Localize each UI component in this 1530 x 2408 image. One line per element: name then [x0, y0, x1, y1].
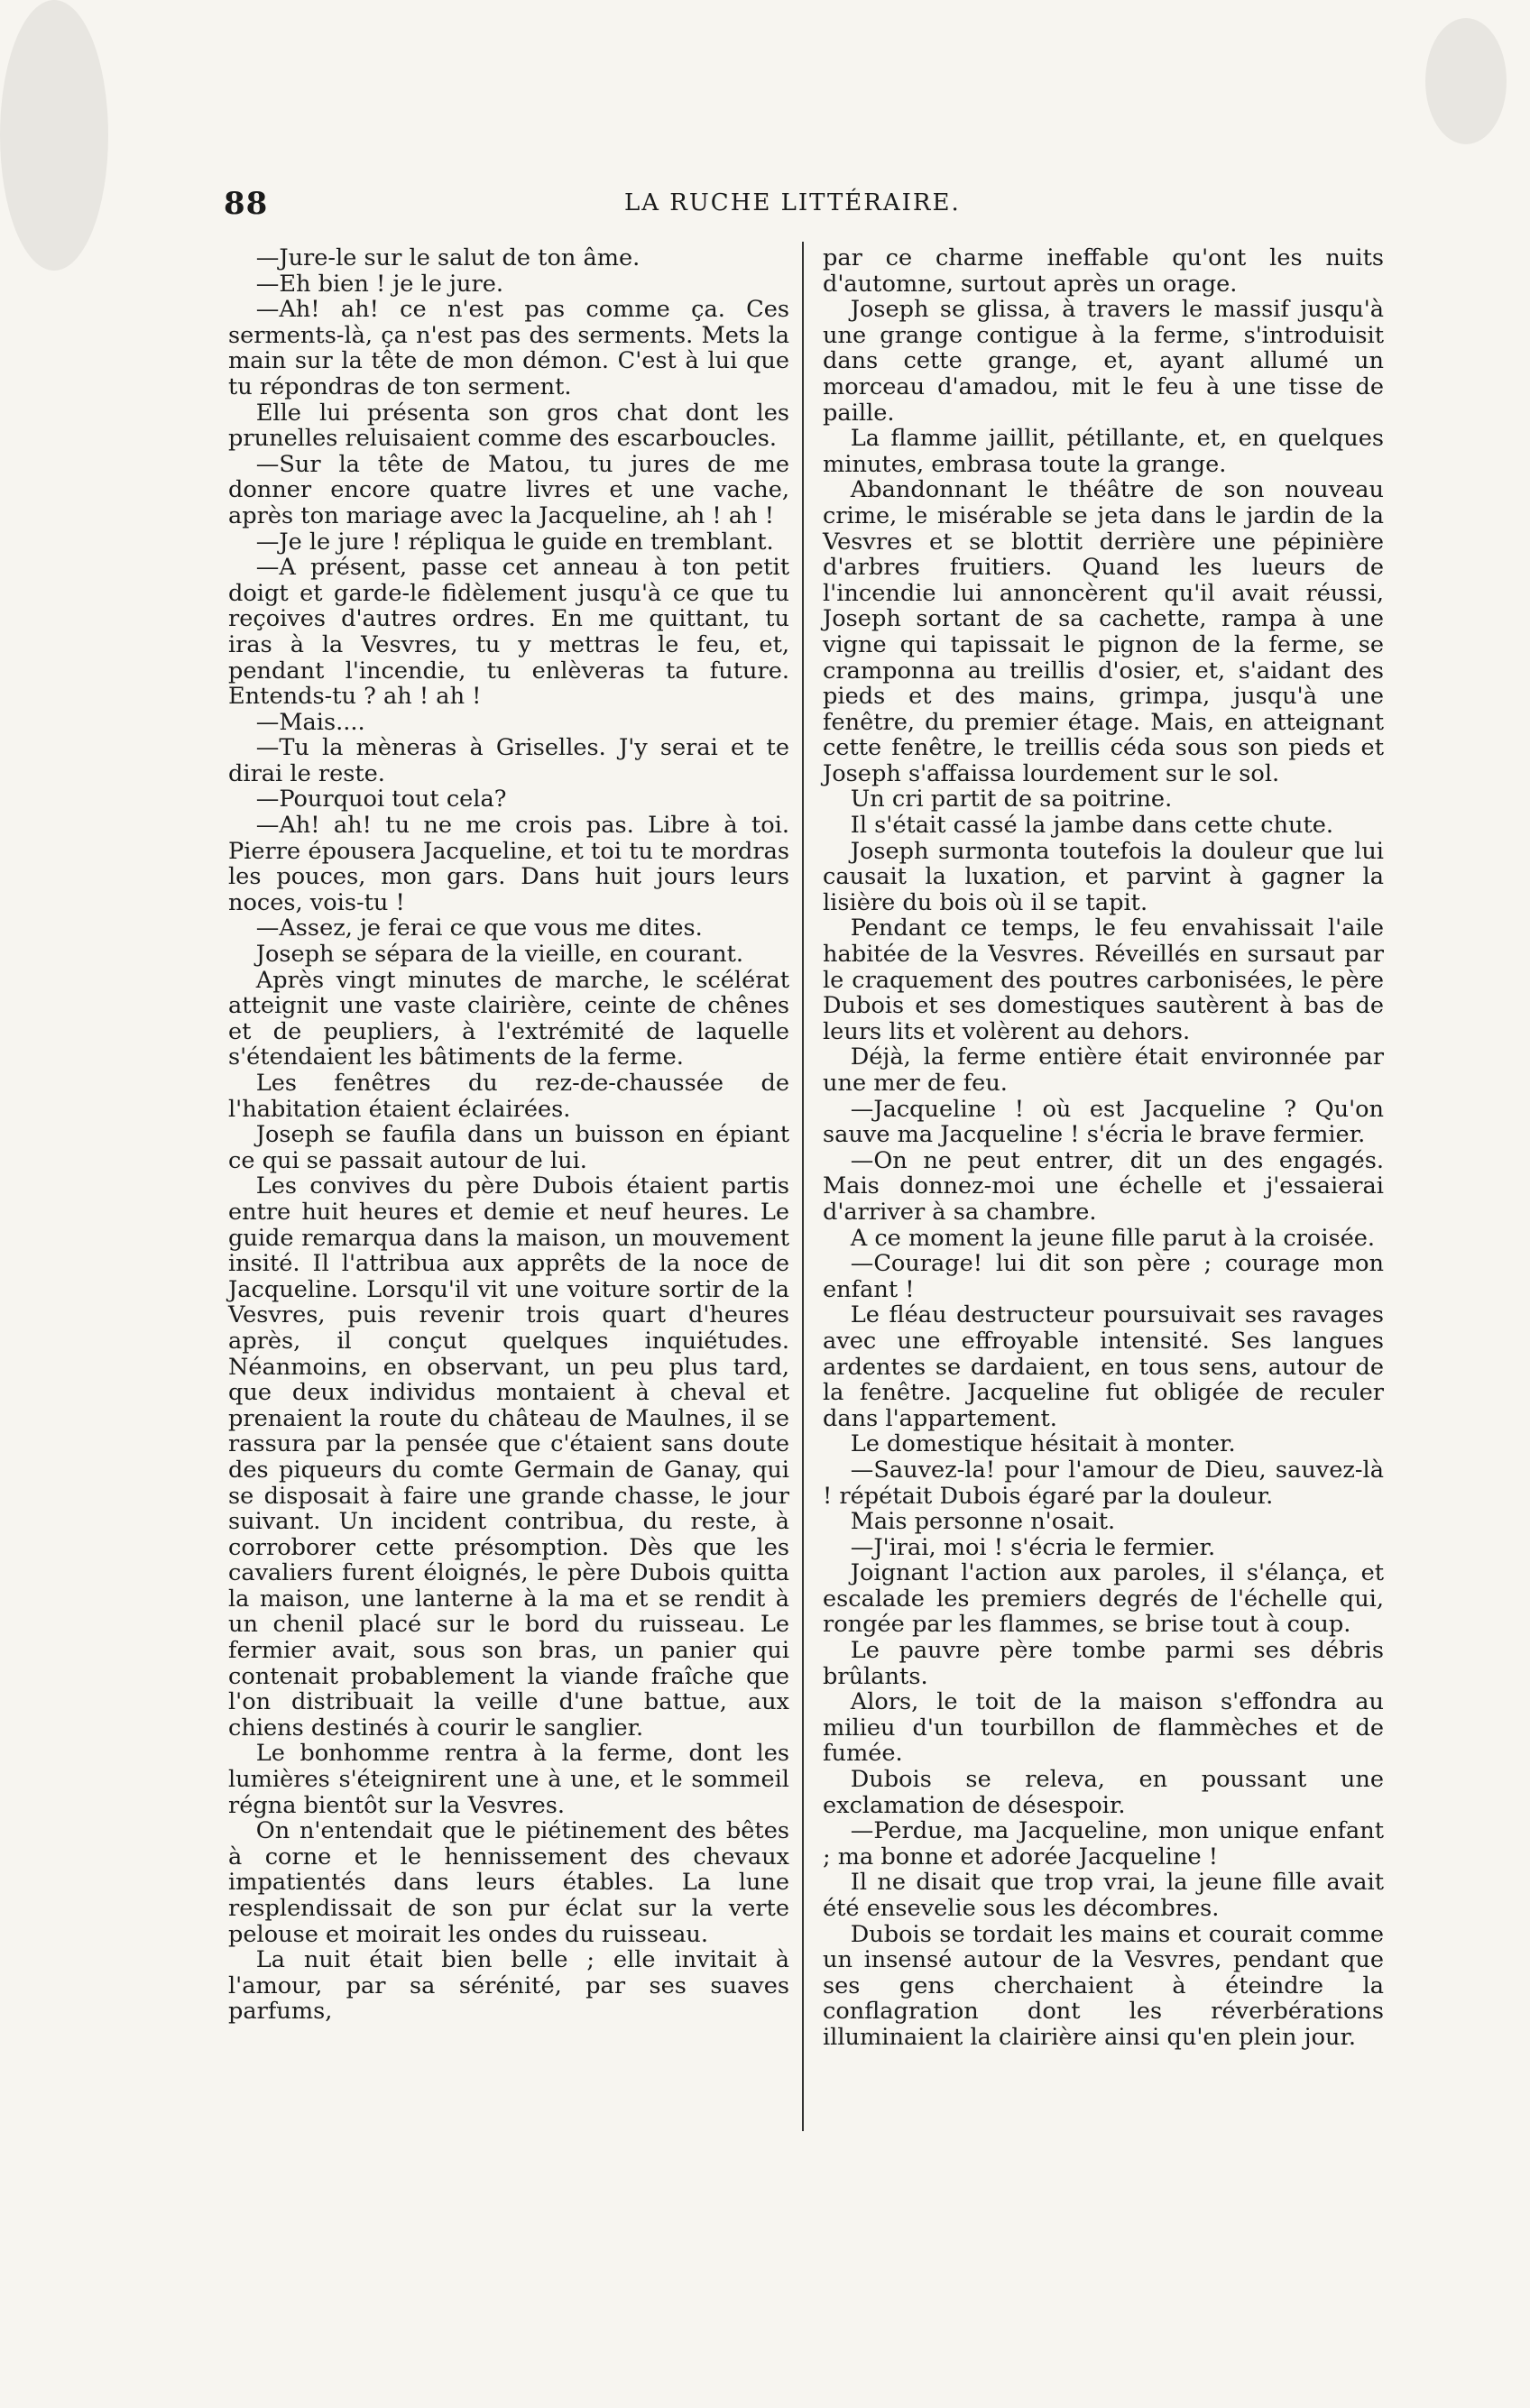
- paragraph: par ce charme ineffable qu'ont les nuits d'automne, surtout après un orage.: [823, 244, 1384, 298]
- paragraph: Elle lui présenta son gros chat dont les prunelles reluisaient comme des escarboucles.: [228, 399, 789, 453]
- paragraph: La nuit était bien belle ; elle invitait à l'amour, par sa sérénité, par ses suaves parfums,: [228, 1946, 789, 2026]
- paragraph: Joseph se faufila dans un buisson en épiant ce qui se passait autour de lui.: [228, 1121, 789, 1174]
- text-column-left: [228, 245, 789, 2025]
- paragraph: —Ah! ah! ce n'est pas comme ça. Ces serments-là, ça n'est pas des serments. Mets la main sur la tête de mon démon. C'est à lui que tu répondras de ton serment.: [228, 296, 789, 400]
- paragraph: —Assez, je ferai ce que vous me dites.: [255, 914, 703, 942]
- paragraph: Il s'était cassé la jambe dans cette chute.: [850, 812, 1334, 840]
- paragraph: —On ne peut entrer, dit un des engagés. Mais donnez-moi une échelle et j'essaierai d'arriver à sa chambre.: [823, 1146, 1384, 1226]
- paragraph: Les fenêtres du rez-de-chaussée de l'habitation étaient éclairées.: [228, 1070, 789, 1123]
- paragraph: Le bonhomme rentra à la ferme, dont les lumières s'éteignirent une à une, et le sommeil régna bientôt sur la Vesvres.: [228, 1740, 789, 1819]
- paragraph: Après vingt minutes de marche, le scélérat atteignit une vaste clairière, ceinte de chênes et de peupliers, à l'extrémité de laquelle s'étendaient les bâtiments de la ferme.: [228, 966, 789, 1071]
- paper-stain: [0, 0, 108, 271]
- paragraph: —J'irai, moi ! s'écria le fermier.: [850, 1533, 1216, 1561]
- paragraph: —Perdue, ma Jacqueline, mon unique enfant ; ma bonne et adorée Jacqueline !: [823, 1817, 1384, 1870]
- paragraph: Joignant l'action aux paroles, il s'élança, et escalade les premiers degrés de l'échelle qui, rongée par les flammes, se brise tout à coup.: [823, 1559, 1384, 1639]
- paragraph: Pendant ce temps, le feu envahissait l'aile habitée de la Vesvres. Réveillés en sursaut par le craquement des poutres carbonisées, le père Dubois et ses domestiques sautèrent à bas de leurs lits et volèrent au dehors.: [823, 914, 1384, 1045]
- paragraph: Les convives du père Dubois étaient partis entre huit heures et demie et neuf heures. Le guide remarqua dans la maison, un mouvement insité. Il l'attribua aux apprêts de la noce de Jacqueline. Lorsqu'il vit une voiture sortir de la Vesvres, puis revenir trois quart d'heures après, il conçut quelques inquiétudes. Néanmoins, en observant, un peu plus tard, que deux individus montaient à cheval et prenaient la route du château de Maulnes, il se rassura par la pensée que c'étaient sans doute des piqueurs du comte Germain de Ganay, qui se disposait à faire une grande chasse, le jour suivant. Un incident contribua, du reste, à corroborer cette présomption. Dès que les cavaliers furent éloignés, le père Dubois quitta la maison, une lanterne à la ma et se rendit à un chenil placé sur le bord du ruisseau. Le fermier avait, sous son bras, un panier qui contenait probablement la viande fraîche que l'on distribuait la veille d'une battue, aux chiens destinés à courir le sanglier.: [228, 1172, 789, 1742]
- page-header: [224, 186, 980, 222]
- paragraph: Dubois se releva, en poussant une exclamation de désespoir.: [823, 1766, 1384, 1819]
- paragraph: —Je le jure ! répliqua le guide en tremblant.: [255, 528, 774, 556]
- paragraph: —Courage! lui dit son père ; courage mon enfant !: [823, 1250, 1384, 1303]
- column-divider: [802, 242, 804, 2131]
- paragraph: Joseph se sépara de la vieille, en courant.: [255, 941, 744, 969]
- paragraph: Le fléau destructeur poursuivait ses ravages avec une effroyable intensité. Ses langues ardentes se dardaient, en tous sens, autour de la fenêtre. Jacqueline fut obligée de reculer dans l'appartement.: [823, 1301, 1384, 1432]
- paragraph: La flamme jaillit, pétillante, et, en quelques minutes, embrasa toute la grange.: [823, 425, 1384, 478]
- paragraph: —Eh bien ! je le jure.: [255, 270, 503, 298]
- paragraph: Un cri partit de sa poitrine.: [850, 786, 1173, 813]
- paragraph: —Pourquoi tout cela?: [255, 786, 507, 813]
- paragraph: —A présent, passe cet anneau à ton petit doigt et garde-le fidèlement jusqu'à ce que tu reçoives d'autres ordres. En me quittant, tu iras à la Vesvres, tu y mettras le feu, et, pendant l'incendie, tu enlèveras ta future. Entends-tu ? ah ! ah !: [228, 554, 789, 711]
- paragraph: Dubois se tordait les mains et courait comme un insensé autour de la Vesvres, pendant que ses gens cherchaient à éteindre la conflagration dont les réverbérations illuminaient la clairière ainsi qu'en plein jour.: [823, 1920, 1384, 2051]
- paragraph: Alors, le toit de la maison s'effondra au milieu d'un tourbillon de flammèches et de fumée.: [823, 1688, 1384, 1768]
- paragraph: —Ah! ah! tu ne me crois pas. Libre à toi. Pierre épousera Jacqueline, et toi tu te mordras les pouces, mon gars. Dans huit jours leurs noces, vois-tu !: [228, 812, 789, 916]
- running-title: LA RUCHE LITTÉRAIRE.: [624, 189, 961, 216]
- paragraph: —Jure-le sur le salut de ton âme.: [255, 244, 641, 271]
- paragraph: Le domestique hésitait à monter.: [850, 1430, 1236, 1458]
- paragraph: Le pauvre père tombe parmi ses débris brûlants.: [823, 1637, 1384, 1690]
- paragraph: —Mais....: [255, 708, 365, 736]
- paragraph: Mais personne n'osait.: [850, 1508, 1116, 1536]
- paragraph: On n'entendait que le piétinement des bêtes à corne et le hennissement des chevaux impatientés dans leurs étables. La lune resplendissait de son pur éclat sur la verte pelouse et moirait les ondes du ruisseau.: [228, 1817, 789, 1948]
- paragraph: —Sur la tête de Matou, tu jures de me donner encore quatre livres et une vache, après ton mariage avec la Jacqueline, ah ! ah !: [228, 450, 789, 529]
- paper-stain: [1425, 18, 1507, 144]
- paragraph: —Jacqueline ! où est Jacqueline ? Qu'on sauve ma Jacqueline ! s'écria le brave fermier.: [823, 1095, 1384, 1149]
- paragraph: Joseph se glissa, à travers le massif jusqu'à une grange contigue à la ferme, s'introduisit dans cette grange, et, ayant allumé un morceau d'amadou, mit le feu à une tisse de paille.: [823, 296, 1384, 427]
- paragraph: Joseph surmonta toutefois la douleur que lui causait la luxation, et parvint à gagner la lisière du bois où il se tapit.: [823, 837, 1384, 916]
- paragraph: Déjà, la ferme entière était environnée par une mer de feu.: [823, 1043, 1384, 1097]
- paragraph: Il ne disait que trop vrai, la jeune fille avait été ensevelie sous les décombres.: [823, 1869, 1384, 1922]
- page-number: 88: [224, 186, 269, 222]
- text-column-right: [823, 245, 1384, 2051]
- paragraph: Abandonnant le théâtre de son nouveau crime, le misérable se jeta dans le jardin de la Vesvres et se blottit derrière une pépinière d'arbres fruitiers. Quand les lueurs de l'incendie lui annoncèrent qu'il avait réussi, Joseph sortant de sa cachette, rampa à une vigne qui tapissait le pignon de la ferme, se cramponna au treillis d'osier, et, s'aidant des pieds et des mains, grimpa, jusqu'à une fenêtre, du premier étage. Mais, en atteignant cette fenêtre, le treillis céda sous son pieds et Joseph s'affaissa lourdement sur le sol.: [823, 476, 1384, 787]
- paragraph: A ce moment la jeune fille parut à la croisée.: [850, 1224, 1376, 1252]
- paragraph: —Tu la mèneras à Griselles. J'y serai et te dirai le reste.: [228, 734, 789, 787]
- paragraph: —Sauvez-la! pour l'amour de Dieu, sauvez-là ! répétait Dubois égaré par la douleur.: [823, 1456, 1384, 1510]
